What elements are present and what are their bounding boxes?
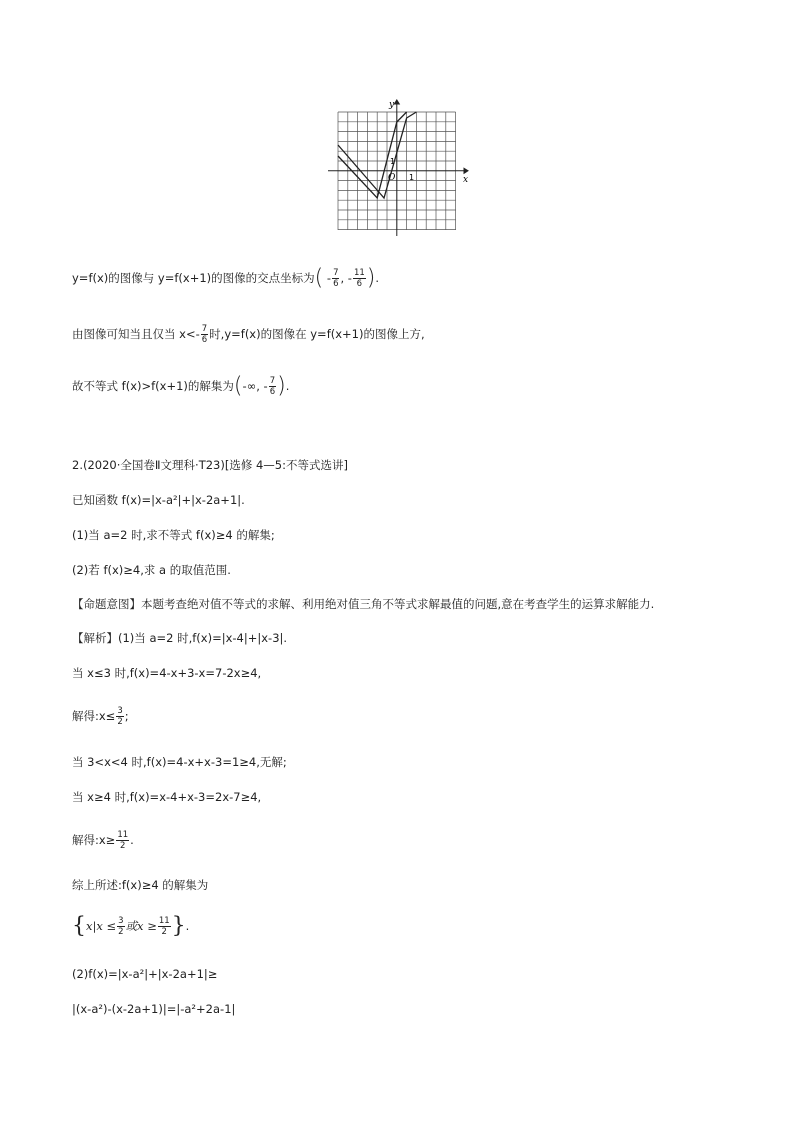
text: 由图像可知当且仅当 x<- (72, 327, 200, 341)
fraction: $\frac{11}{6}$ (353, 268, 365, 289)
condition-line (72, 324, 425, 345)
part-2-step-1: (2)f(x)=|x-a²|+|x-2a+1|≥ (72, 967, 218, 981)
y-tick-label: 1 (390, 157, 396, 166)
case-3: 当 x≥4 时,f(x)=x-4+x-3=2x-7≥4, (72, 790, 262, 804)
text: 解得:x≥ (72, 833, 116, 847)
solution-1: 解得:x≤ $\frac{3}{2}$ ; (72, 706, 129, 727)
problem-header: 2.(2020·全国卷Ⅱ文理科·T23)[选修 4—5:不等式选讲] (72, 458, 348, 472)
solution-set: {x|x ≤ $\frac{3}{2}$ 或x ≥ $\frac{11}{2}$ }. (72, 913, 190, 939)
origin-label: O (388, 173, 396, 183)
fraction: $\frac{3}{2}$ (117, 706, 123, 727)
question-1: (1)当 a=2 时,求不等式 f(x)≥4 的解集; (72, 528, 275, 542)
fraction: $\frac{7}{6}$ (333, 268, 339, 289)
fraction: $\frac{11}{2}$ (117, 830, 129, 851)
summary: 综上所述:f(x)≥4 的解集为 (72, 878, 209, 892)
text: 解得:x≤ (72, 709, 116, 723)
text: 故不等式 f(x)>f(x+1)的解集为 (72, 379, 234, 393)
x-axis-label: x (463, 175, 469, 185)
problem-statement: 已知函数 f(x)=|x-a²|+|x-2a+1|. (72, 493, 245, 507)
fraction: $\frac{7}{6}$ (269, 376, 276, 397)
y-axis-label: y (389, 100, 395, 110)
intent: 【命题意图】本题考查绝对值不等式的求解、利用绝对值三角不等式求解最值的问题,意在考查学生的运算求解能力. (72, 597, 655, 611)
text: y=f(x)的图像与 y=f(x+1)的图像的交点坐标为 (72, 271, 315, 285)
text: 时,y=f(x)的图像在 y=f(x+1)的图像上方, (209, 327, 425, 341)
solution-3: 解得:x≥ $\frac{11}{2}$ . (72, 830, 134, 851)
text: 或x ≥ (125, 919, 157, 933)
intersection-line: y=f(x)的图像与 y=f(x+1)的图像的交点坐标为( - $\frac{7}{6}$ , - $\frac{11}{6}$ ). (72, 265, 380, 291)
fraction: $\frac{7}{6}$ (201, 324, 208, 345)
x-tick-label: 1 (409, 173, 415, 182)
function-graph (322, 98, 472, 238)
fraction: $\frac{11}{2}$ (158, 916, 170, 937)
case-2: 当 3<x<4 时,f(x)=4-x+x-3=1≥4,无解; (72, 755, 287, 769)
solution-set-line: 故不等式 f(x)>f(x+1)的解集为(-∞, - $\frac{7}{6}$ ). (72, 373, 290, 399)
part-2-step-2: |(x-a²)-(x-2a+1)|=|-a²+2a-1| (72, 1002, 236, 1016)
text: x|x ≤ (86, 919, 117, 933)
text: -∞, - (242, 379, 268, 393)
case-1: 当 x≤3 时,f(x)=4-x+3-x=7-2x≥4, (72, 666, 262, 680)
question-2: (2)若 f(x)≥4,求 a 的取值范围. (72, 563, 231, 577)
analysis: 【解析】(1)当 a=2 时,f(x)=|x-4|+|x-3|. (72, 631, 288, 645)
fraction: $\frac{3}{2}$ (118, 916, 124, 937)
